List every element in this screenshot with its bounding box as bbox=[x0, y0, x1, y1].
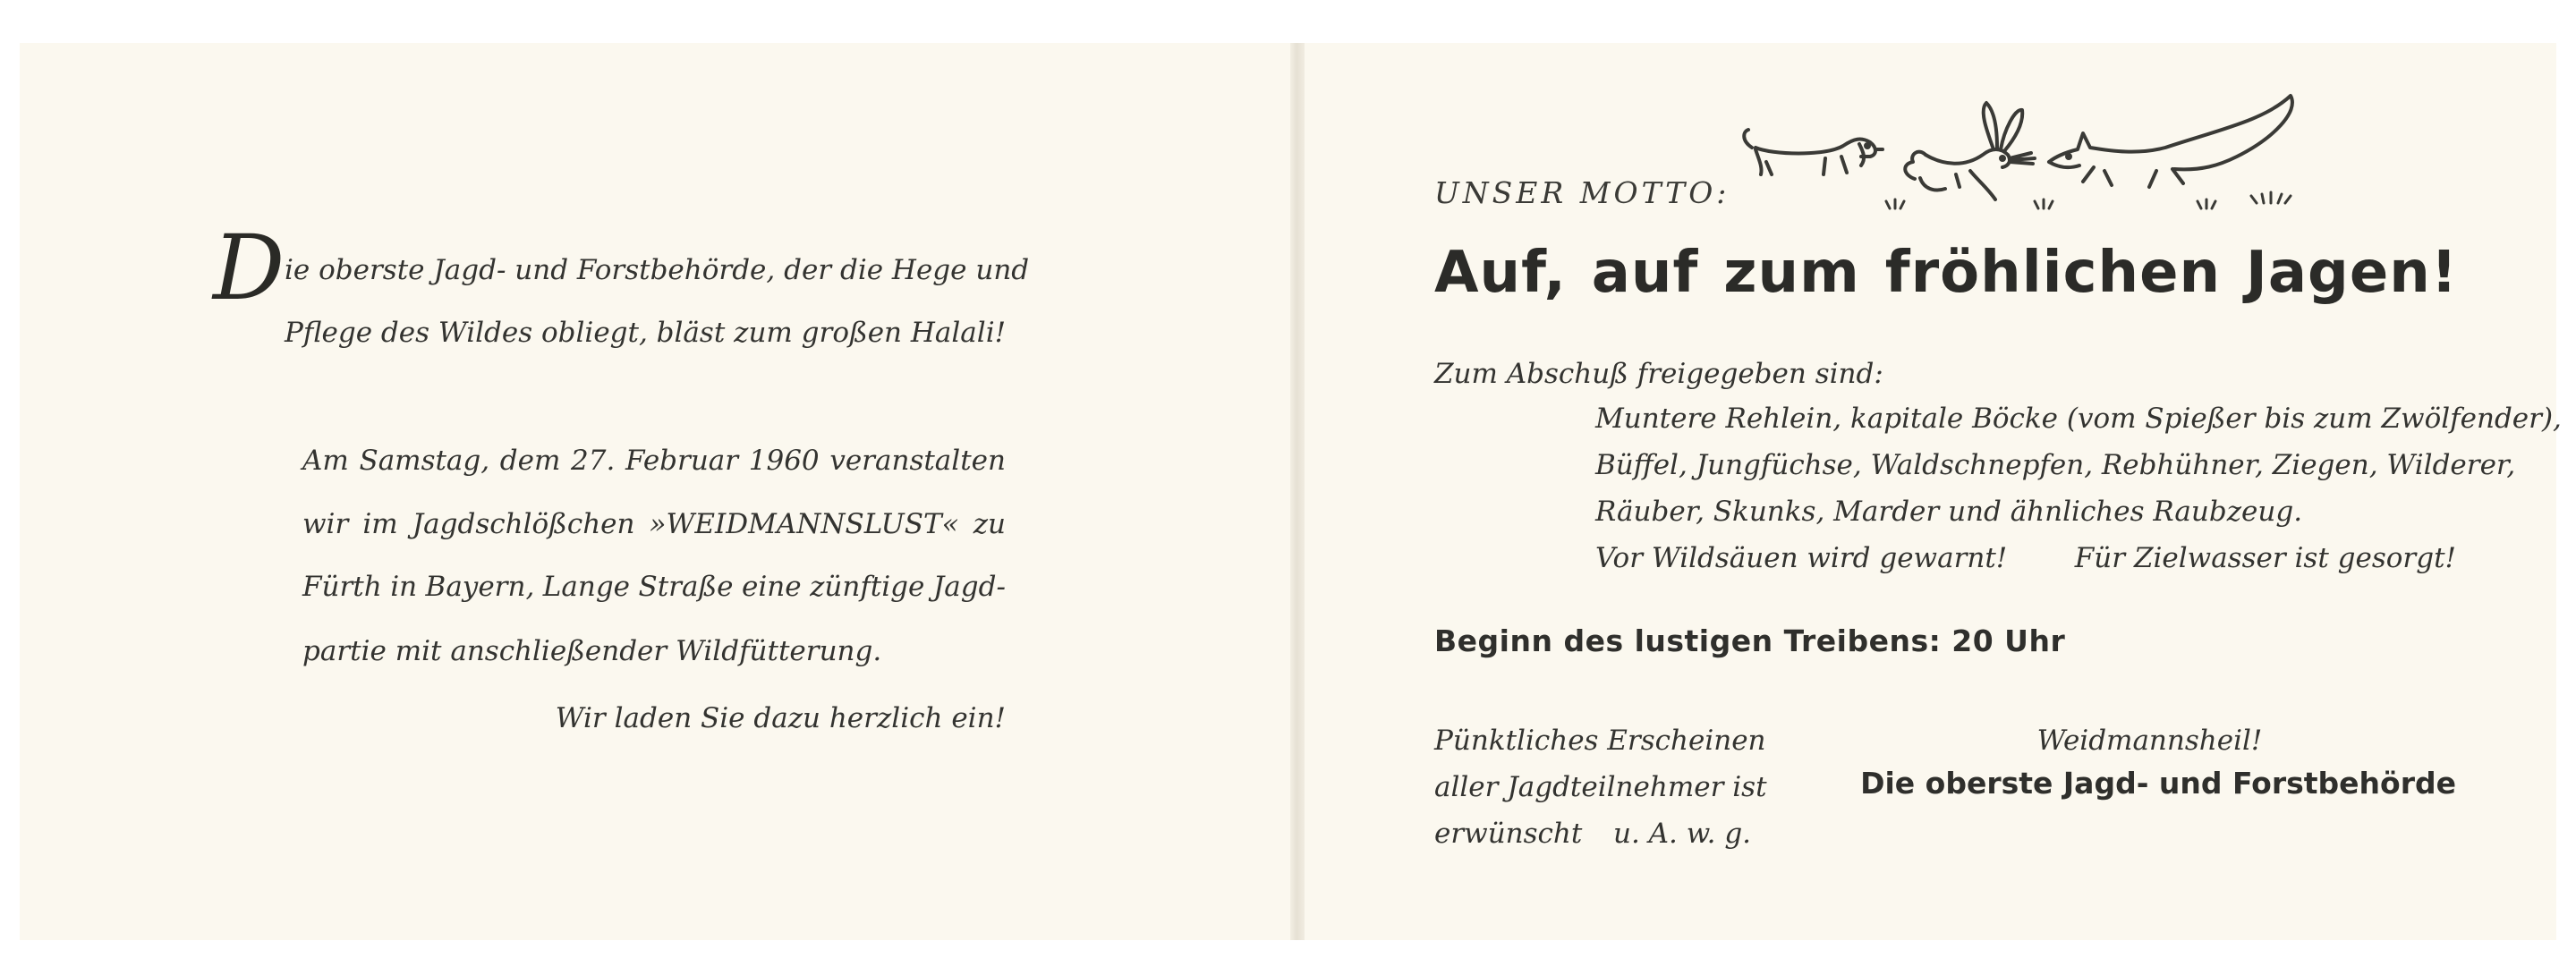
motto-label: UNSER MOTTO: bbox=[1434, 175, 1730, 210]
list-line-1: Muntere Rehlein, kapitale Böcke (vom Spießer bis zum Zwölfender), bbox=[1595, 403, 2562, 435]
rabbit-icon bbox=[1905, 103, 2035, 199]
word: »WEIDMANNSLUST« bbox=[649, 508, 959, 540]
word: 27. bbox=[571, 445, 616, 477]
word: in bbox=[390, 571, 418, 603]
list-intro: Zum Abschuß freigegeben sind: bbox=[1434, 358, 1883, 390]
word: Am bbox=[302, 445, 349, 477]
warning-line bbox=[1595, 540, 2456, 576]
warning-zielwasser: Für Zielwasser ist gesorgt! bbox=[2074, 542, 2456, 574]
grass-tufts-icon bbox=[1886, 192, 2291, 208]
word: Lange bbox=[542, 571, 631, 603]
para-line-3 bbox=[302, 569, 1006, 605]
word: Jagd- bbox=[932, 571, 1006, 603]
list-line-2: Büffel, Jungfüchse, Waldschnepfen, Rebhühner, Ziegen, Wilderer, bbox=[1595, 449, 2516, 481]
signature: Die oberste Jagd- und Forstbehörde bbox=[1860, 766, 2456, 801]
word: 1960 bbox=[748, 445, 820, 477]
note-line-3: erwünscht bbox=[1434, 818, 1583, 850]
word: zünftige bbox=[810, 571, 925, 603]
dachshund-icon bbox=[1744, 130, 1883, 174]
para-line-1 bbox=[302, 443, 1006, 479]
para-line-4: partie mit anschließender Wildfütterung. bbox=[302, 635, 882, 667]
word: Straße bbox=[638, 571, 734, 603]
headline: Auf, auf zum fröhlichen Jagen! bbox=[1434, 240, 2458, 306]
word: veranstalten bbox=[829, 445, 1006, 477]
word: im bbox=[362, 508, 398, 540]
start-time: Beginn des lustigen Treibens: 20 Uhr bbox=[1434, 623, 2066, 658]
intro-line-2: Pflege des Wildes obliegt, bläst zum großen Halali! bbox=[285, 317, 1007, 349]
note-line-1: Pünktliches Erscheinen bbox=[1434, 725, 1766, 757]
word: Bayern, bbox=[425, 571, 535, 603]
word: Samstag, bbox=[359, 445, 490, 477]
list-line-3: Räuber, Skunks, Marder und ähnliches Raubzeug. bbox=[1595, 496, 2303, 528]
warning-wildsau: Vor Wildsäuen wird gewarnt! bbox=[1595, 542, 2008, 574]
word: wir bbox=[302, 508, 349, 540]
intro-line-1: ie oberste Jagd- und Forstbehörde, der die Hege und bbox=[285, 254, 1030, 286]
word: Februar bbox=[625, 445, 739, 477]
fox-icon bbox=[2049, 96, 2292, 187]
note-line-2: aller Jagdteilnehmer ist bbox=[1434, 771, 1767, 803]
word: eine bbox=[742, 571, 802, 603]
greeting: Weidmannsheil! bbox=[2036, 725, 2263, 757]
card-fold bbox=[1290, 43, 1305, 940]
word: Fürth bbox=[302, 571, 382, 603]
closing-line: Wir laden Sie dazu herzlich ein! bbox=[555, 702, 1006, 734]
dachshund-rabbit-fox-icon bbox=[1736, 85, 2353, 228]
word: Jagdschlößchen bbox=[412, 508, 635, 540]
rsvp-note: u. A. w. g. bbox=[1613, 818, 1752, 850]
drop-cap: D bbox=[213, 216, 285, 320]
para-line-2 bbox=[302, 506, 1006, 542]
word: zu bbox=[973, 508, 1006, 540]
word: dem bbox=[499, 445, 561, 477]
